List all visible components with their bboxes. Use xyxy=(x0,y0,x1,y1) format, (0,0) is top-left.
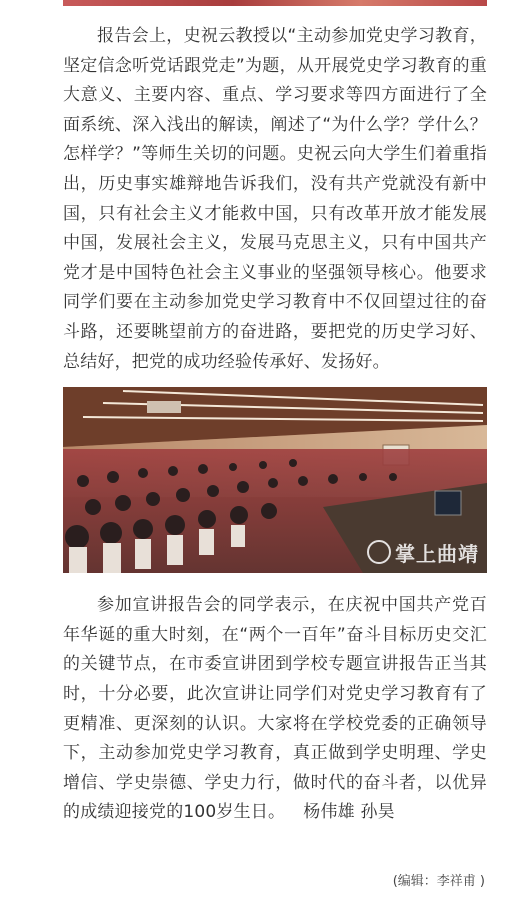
lecture-hall-photo[interactable] xyxy=(63,387,487,573)
watermark-logo-icon xyxy=(367,540,391,564)
editor-credit: (编辑：李祥甫 ) xyxy=(392,874,485,889)
paragraph-2 xyxy=(63,591,487,828)
top-image-edge xyxy=(63,0,487,6)
article-body xyxy=(63,22,487,828)
paragraph-2-text: 参加宣讲报告会的同学表示，在庆祝中国共产党百年华诞的重大时刻，在“两个一百年”奋斗目标历史交汇的关键节点，在市委宣讲团到学校专题宣讲报告正当其时，十分必要，此次宣讲让同学们对党史学习教育有了更精准、更深刻的认识。大家将在学校党委的正确领导下，主动参加党史学习教育，真正做到学史明理、学史增信、学史崇德、学史力行，做时代的奋斗者，以优异的成绩迎接党的100岁生日。 xyxy=(63,595,487,823)
photo-watermark: 掌上曲靖 xyxy=(367,538,479,567)
paragraph-1: 报告会上，史祝云教授以“主动参加党史学习教育，坚定信念听党话跟党走”为题，从开展党史学习教育的重大意义、主要内容、重点、学习要求等四方面进行了全面系统、深入浅出的解读，阐述了“为什么学？学什么？怎样学？”等师生关切的问题。史祝云向大学生们着重指出，历史事实雄辩地告诉我们，没有共产党就没有新中国，只有社会主义才能救中国，只有改革开放才能发展中国，发展社会主义，发展马克思主义，只有中国共产党才是中国特色社会主义事业的坚强领导核心。他要求同学们要在主动参加党史学习教育中不仅回望过往的奋斗路，还要眺望前方的奋进路，要把党的历史学习好、总结好，把党的成功经验传承好、发扬好。 xyxy=(63,26,487,372)
article-authors: 杨伟雄 孙昊 xyxy=(303,802,395,823)
